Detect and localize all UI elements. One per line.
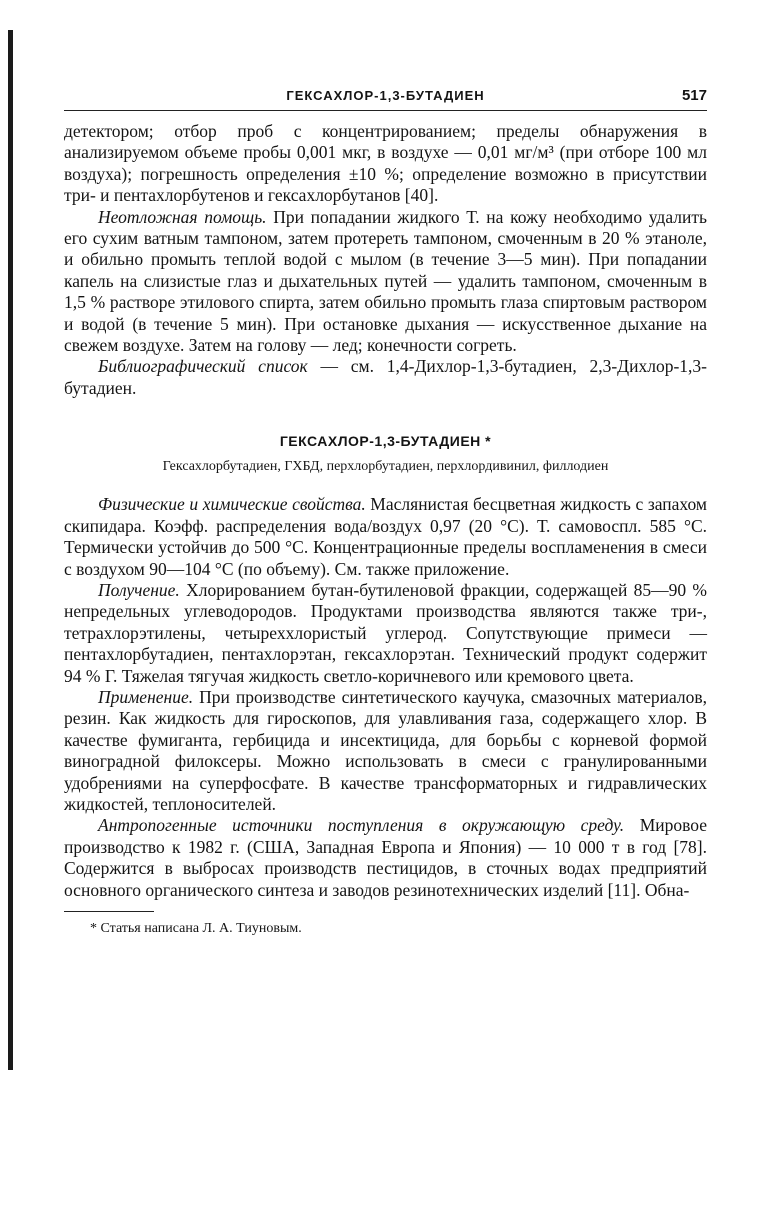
page-body: [64, 121, 707, 938]
first-aid-heading: Неотложная помощь.: [98, 206, 267, 227]
section-title: ГЕКСАХЛОР-1,3-БУТАДИЕН *: [279, 433, 492, 450]
bibliography-heading: Библиографический список: [98, 356, 308, 377]
application-heading: Применение.: [98, 686, 194, 707]
application-paragraph: [64, 687, 707, 815]
running-header: [64, 86, 707, 111]
production-heading: Получение.: [98, 579, 180, 600]
application-text: При производстве синтетического каучука, смазочных материалов, резин. Как жидкость для гироскопов, для улавливания газа, содержащего хлор. В качестве фумиганта, гербицида и инсектицида, для борьбы с корневой формой виноградной филоксеры. Можно использовать в смеси с гранулированными удобрениями на суперфосфате. В качестве трансформаторных и гидравлических жидкостей, теплоносителей.: [64, 686, 707, 814]
scan-edge-shadow: [8, 30, 13, 1070]
properties-paragraph: [64, 494, 707, 580]
page-number: 517: [681, 87, 707, 104]
bibliography-text: — см. 1,4-Дихлор-1,3-бутадиен, 2,3-Дихлор-1,3-бутадиен.: [64, 356, 707, 398]
footnote-divider: [64, 911, 154, 912]
running-title: ГЕКСАХЛОР-1,3-БУТАДИЕН: [286, 88, 485, 103]
sources-paragraph: [64, 815, 707, 901]
production-paragraph: [64, 580, 707, 687]
production-text: Хлорированием бутан-бутиленовой фракции, содержащей 85—90 % непредельных углеводородов. Продуктами производства являются также три-, тетрахлорэтилены, четыреххлористый углерод. Сопутствующие примеси — пентахлорбутадиен, пентахлорэтан, гексахлорэтан. Технический продукт содержит 94 % Г. Тяжелая тягучая жидкость светло-коричневого или кремового цвета.: [64, 579, 707, 686]
sources-text: Мировое производство к 1982 г. (США, Западная Европа и Япония) — 10 000 т в год [78]. Содержится в выбросах производств пестицидов, в сточных водах предприятий основного органического синтеза и заводов резинотехнических изделий [11]. Обна-: [64, 815, 707, 900]
footnote: * Статья написана Л. А. Тиуновым.: [90, 921, 302, 936]
sources-heading: Антропогенные источники поступления в окружающую среду.: [98, 815, 625, 836]
properties-heading: Физические и химические свойства.: [98, 494, 366, 515]
continuation-paragraph: [64, 121, 707, 207]
continuation-text: детектором; отбор проб с концентрированием; пределы обнаружения в анализируемом объеме пробы 0,001 мкг, в воздухе — 0,01 мг/м³ (при отборе 100 мл воздуха); погрешность определения ±10 %; определение возможно в присутствии три- и пентахлорбутенов и гексахлорбутанов [40].: [64, 121, 707, 206]
first-aid-text: При попадании жидкого Т. на кожу необходимо удалить его сухим ватным тампоном, затем протереть тампоном, смоченным в 20 % этаноле, и обильно промыть теплой водой с мылом (в течение 3—5 мин). При попадании капель на слизистые глаз и дыхательных путей — удалить тампоном, смоченным в 1,5 % растворе этилового спирта, затем обильно промыть глаза спиртовым раствором и водой (в течение 5 мин). При остановке дыхания — искусственное дыхание на свежем воздухе. Затем на голову — лед; конечности согреть.: [64, 206, 707, 356]
properties-text: Маслянистая бесцветная жидкость с запахом скипидара. Коэфф. распределения вода/воздух 0,97 (20 °С). Т. самовоспл. 585 °С. Термически устойчив до 500 °С. Концентрационные пределы воспламенения в смеси с воздухом 90—104 °С (по объему). См. также приложение.: [64, 494, 707, 579]
bibliography-paragraph: [64, 356, 707, 399]
section-synonyms: Гексахлорбутадиен, ГХБД, перхлорбутадиен, перхлордивинил, филлодиен: [162, 459, 609, 475]
book-page: [64, 86, 707, 938]
first-aid-paragraph: [64, 207, 707, 357]
